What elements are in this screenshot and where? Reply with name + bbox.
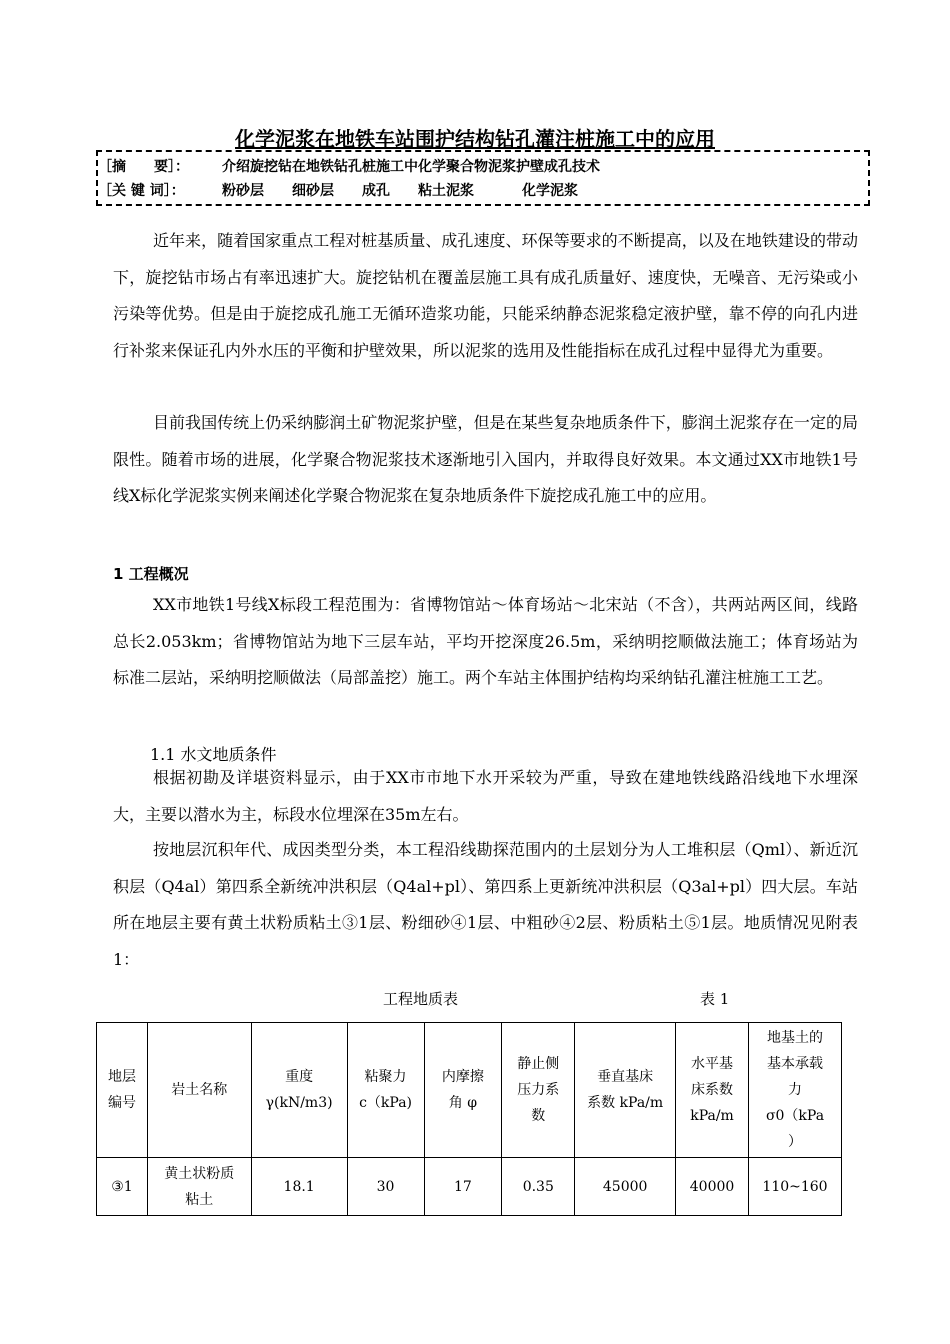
hydrology-paragraph: 根据初勘及详堪资料显示，由于XX市市地下水开采较为严重，导致在建地铁线路沿线地下水埋深大，主要以潜水为主，标段水位埋深在35m左右。: [113, 768, 858, 824]
abstract-label: ［摘 要］：: [98, 159, 189, 175]
column-header: 水平基 床系数 kPa/m: [676, 1023, 749, 1158]
column-header: 垂直基床 系数 kPa/m: [575, 1023, 676, 1158]
table-cell: 40000: [676, 1158, 749, 1216]
subsection-heading: 1.1 水文地质条件: [150, 745, 277, 764]
table-row: [97, 1158, 842, 1216]
table-cell: 0.35: [502, 1158, 575, 1216]
column-header: 重度 γ(kN/m3): [251, 1023, 347, 1158]
abstract-text: 介绍旋挖钻在地铁钻孔桩施工中化学聚合物泥浆护壁成孔技术: [222, 159, 600, 175]
keyword: 成孔: [362, 183, 390, 199]
keyword: 细砂层: [292, 183, 334, 199]
stratum-paragraph: 按地层沉积年代、成因类型分类，本工程沿线勘探范围内的土层划分为人工堆积层（Qml）、新近沉积层（Q4al）第四系全新统冲洪积层（Q4al+pl）、第四系上更新统冲洪积层（Q3al+pl）四大层。车站所在地层主要有黄土状粉质粘土③1层、粉细砂④1层、中粗砂④2层、粉质粘土⑤1层。地质情况见附表1：: [113, 840, 858, 969]
column-header: 粘聚力 c（kPa): [347, 1023, 424, 1158]
intro-paragraph: 目前我国传统上仍采纳膨润土矿物泥浆护壁，但是在某些复杂地质条件下，膨润土泥浆存在一定的局限性。随着市场的进展，化学聚合物泥浆技术逐渐地引入国内，并取得良好效果。本文通过XX市地铁1号线X标化学泥浆实例来阐述化学聚合物泥浆在复杂地质条件下旋挖成孔施工中的应用。: [113, 413, 858, 505]
table-cell: 110~160: [749, 1158, 842, 1216]
keyword: 粘土泥浆: [418, 183, 474, 199]
column-header: 地基土的 基本承载 力 σ0（kPa ）: [749, 1023, 842, 1158]
table-header-row: [97, 1023, 842, 1158]
table-cell: 18.1: [251, 1158, 347, 1216]
table-caption: 工程地质表: [383, 990, 459, 1008]
keywords-label: ［关 键 词］：: [98, 183, 185, 199]
column-header: 地层 编号: [97, 1023, 148, 1158]
keyword: 粉砂层: [222, 183, 264, 199]
column-header: 岩土名称: [147, 1023, 251, 1158]
abstract-line: [98, 156, 600, 176]
table-cell: 30: [347, 1158, 424, 1216]
table-cell: 黄土状粉质 粘土: [147, 1158, 251, 1216]
intro-paragraph: 近年来，随着国家重点工程对桩基质量、成孔速度、环保等要求的不断提高，以及在地铁建设的带动下，旋挖钻市场占有率迅速扩大。旋挖钻机在覆盖层施工具有成孔质量好、速度快，无噪音、无污染或小污染等优势。但是由于旋挖成孔施工无循环造浆功能，只能采纳静态泥浆稳定液护壁，靠不停的向孔内进行补浆来保证孔内外水压的平衡和护壁效果，所以泥浆的选用及性能指标在成孔过程中显得尤为重要。: [113, 231, 858, 360]
section-heading: 1 工程概况: [113, 565, 189, 583]
section-paragraph: XX市地铁1号线X标段工程范围为：省博物馆站～体育场站～北宋站（不含），共两站两区间，线路总长2.053km；省博物馆站为地下三层车站，平均开挖深度26.5m，采纳明挖顺做法施工；体育场站为标准二层站，采纳明挖顺做法（局部盖挖）施工。两个车站主体围护结构均采纳钻孔灌注桩施工工艺。: [113, 595, 858, 687]
keywords-line: [98, 180, 606, 200]
table-cell: 17: [424, 1158, 502, 1216]
geology-table: [96, 1022, 842, 1216]
column-header: 内摩擦 角 φ: [424, 1023, 502, 1158]
table-number: 表 1: [700, 990, 730, 1008]
table-cell: ③1: [97, 1158, 148, 1216]
document-title: 化学泥浆在地铁车站围护结构钻孔灌注桩施工中的应用: [235, 127, 715, 151]
table-cell: 45000: [575, 1158, 676, 1216]
column-header: 静止侧 压力系 数: [502, 1023, 575, 1158]
keyword: 化学泥浆: [522, 183, 578, 199]
